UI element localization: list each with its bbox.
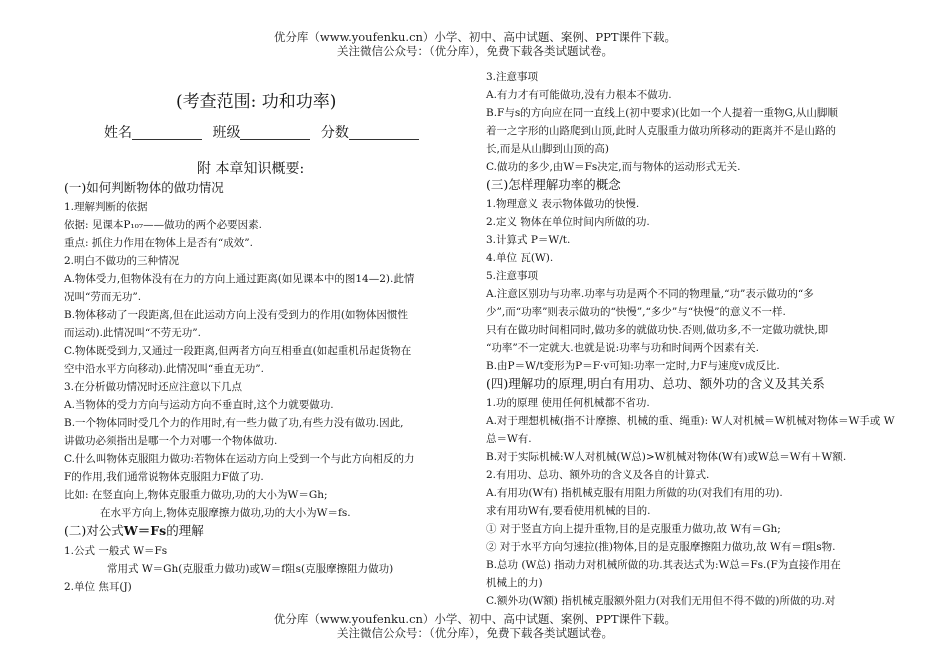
text-line: A.注意区别功与功率.功率与功是两个不同的物理量,“功”表示做功的“多: [486, 288, 814, 300]
text-line: A.有力才有可能做功,没有力根本不做功.: [486, 89, 672, 101]
formula-w-fs: W＝Fs: [123, 523, 167, 538]
text-line: 1.公式 一般式 W＝Fs: [64, 545, 168, 557]
text-line: “功率”不一定就大.也就是说:功率与功和时间两个因素有关.: [486, 342, 759, 354]
text-line: C.做功的多少,由W＝Fs决定,而与物体的运动形式无关.: [486, 161, 741, 173]
text-line: B.对于实际机械:W人对机械(W总)>W机械对物体(W有)或W总＝W有＋W额.: [486, 451, 847, 463]
class-label: 班级: [212, 125, 241, 141]
text-line: 依据: 见课本P₁₀₇——做功的两个必要因素.: [64, 219, 262, 231]
header-line-1: 优分库（www.youfenku.cn）小学、初中、高中试题、案例、PPT课件下载。: [273, 30, 677, 44]
text-line: 讲做功必须指出是哪一个力对哪一个物体做功.: [64, 435, 278, 447]
text-line: 而运动).此情况叫“不劳无功”.: [64, 327, 202, 339]
text-line: 少”,而“功率”则表示做功的“快慢”,“多少”与“快慢”的意义不一样.: [486, 306, 786, 318]
text-line: 3.在分析做功情况时还应注意以下几点: [64, 381, 243, 393]
page-header: [0, 30, 950, 58]
footer-line-1: 优分库（www.youfenku.cn）小学、初中、高中试题、案例、PPT课件下载。: [273, 612, 677, 626]
text-line: 总＝W有.: [486, 433, 532, 445]
section-3-heading: (三)怎样理解功率的概念: [486, 177, 621, 192]
text-line: 常用式 W＝Gh(克服重力做功)或W＝f阻s(克服摩擦阻力做功): [107, 563, 394, 575]
text-line: B.一个物体同时受几个力的作用时,有一些力做了功,有些力没有做功.因此,: [64, 417, 404, 429]
text-line: B.由P＝W/t变形为P＝F·v可知:功率一定时,力F与速度v成反比.: [486, 360, 780, 372]
text-line: 2.单位 焦耳(J): [64, 581, 132, 593]
section-2-heading-prefix: (二)对公式: [64, 523, 124, 538]
footer-line-2: 关注微信公众号：（优分库），免费下载各类试题试卷。: [337, 626, 613, 640]
text-line: C.额外功(W额) 指机械克服额外阻力(对我们无用但不得不做的)所做的功.对: [486, 595, 836, 607]
text-line: A.当物体的受力方向与运动方向不垂直时,这个力就要做功.: [64, 399, 334, 411]
section-2-heading-suffix: 的理解: [166, 523, 204, 538]
text-line: 着一之字形的山路爬到山顶,此时人克服重力做功所移动的距离并不是山路的: [486, 125, 836, 137]
text-line: 空中沿水平方向移动).此情况叫“垂直无功”.: [64, 363, 265, 375]
section-4-heading: (四)理解功的原理,明白有用功、总功、额外功的含义及其关系: [486, 376, 825, 391]
text-line: 1.功的原理 使用任何机械都不省功.: [486, 397, 650, 409]
text-line: 况叫“劳而无功”.: [64, 291, 142, 303]
name-field[interactable]: [132, 127, 202, 140]
section-2-heading: [64, 523, 204, 539]
text-line: 求有用功W有,要看使用机械的目的.: [486, 505, 651, 517]
name-label: 姓名: [104, 125, 132, 141]
class-field[interactable]: [240, 127, 310, 140]
text-line: 5.注意事项: [486, 270, 539, 282]
text-line: B.总功 (W总) 指动力对机械所做的功.其表达式为:W总＝Fs.(F为直接作用在: [486, 559, 841, 571]
text-line: 3.计算式 P＝W/t.: [486, 234, 571, 246]
text-line: B.F与s的方向应在同一直线上(初中要求)(比如一个人提着一重物G,从山脚顺: [486, 107, 838, 119]
text-line: A.对于理想机械(指不计摩擦、机械的重、绳重): W人对机械＝W机械对物体＝W手或 W: [486, 415, 895, 427]
text-line: 机械上的力): [486, 577, 543, 589]
page-title: (考查范围: 功和功率): [176, 92, 337, 112]
page-footer: [0, 612, 950, 640]
text-line: 2.明白不做功的三种情况: [64, 255, 180, 267]
text-line: 1.物理意义 表示物体做功的快慢.: [486, 198, 640, 210]
text-line: F的作用,我们通常说物体克服阻力F做了功.: [64, 471, 264, 483]
text-line: A.物体受力,但物体没有在力的方向上通过距离(如见课本中的图14—2).此情: [64, 273, 415, 285]
score-label: 分数: [320, 125, 349, 141]
appendix-title: 附 本章知识概要:: [197, 161, 305, 177]
text-line: 1.理解判断的依据: [64, 201, 148, 213]
text-line: A.有用功(W有) 指机械克服有用阻力所做的功(对我们有用的功).: [486, 487, 783, 499]
score-field[interactable]: [349, 127, 419, 140]
text-line: C.物体既受到力,又通过一段距离,但两者方向互相垂直(如起重机吊起货物在: [64, 345, 412, 357]
text-line: 3.注意事项: [486, 71, 539, 83]
text-line: 长,而是从山脚到山顶的高): [486, 143, 609, 155]
text-line: 比如: 在竖直向上,物体克服重力做功,功的大小为W＝Gh;: [64, 489, 328, 501]
text-line: ② 对于水平方向匀速拉(推)物体,目的是克服摩擦阻力做功,故 W有＝f阻s物.: [486, 541, 836, 553]
text-line: 4.单位 瓦(W).: [486, 252, 554, 264]
text-line: 在水平方向上,物体克服摩擦力做功,功的大小为W＝fs.: [100, 507, 351, 519]
text-line: 只有在做功时间相同时,做功多的就做功快.否则,做功多,不一定做功就快,即: [486, 324, 829, 336]
student-info: [104, 126, 419, 140]
text-line: 重点: 抓住力作用在物体上是否有“成效”.: [64, 237, 253, 249]
text-line: C.什么叫物体克服阻力做功:若物体在运动方向上受到一个与此方向相反的力: [64, 453, 415, 465]
header-line-2: 关注微信公众号：（优分库），免费下载各类试题试卷。: [337, 44, 613, 58]
section-1-heading: (一)如何判断物体的做功情况: [64, 180, 224, 195]
text-line: B.物体移动了一段距离,但在此运动方向上没有受到力的作用(如物体因惯性: [64, 309, 408, 321]
text-line: 2.有用功、总功、额外功的含义及各自的计算式.: [486, 469, 710, 481]
text-line: ① 对于竖直方向上提升重物,目的是克服重力做功,故 W有＝Gh;: [486, 523, 781, 535]
text-line: 2.定义 物体在单位时间内所做的功.: [486, 216, 650, 228]
